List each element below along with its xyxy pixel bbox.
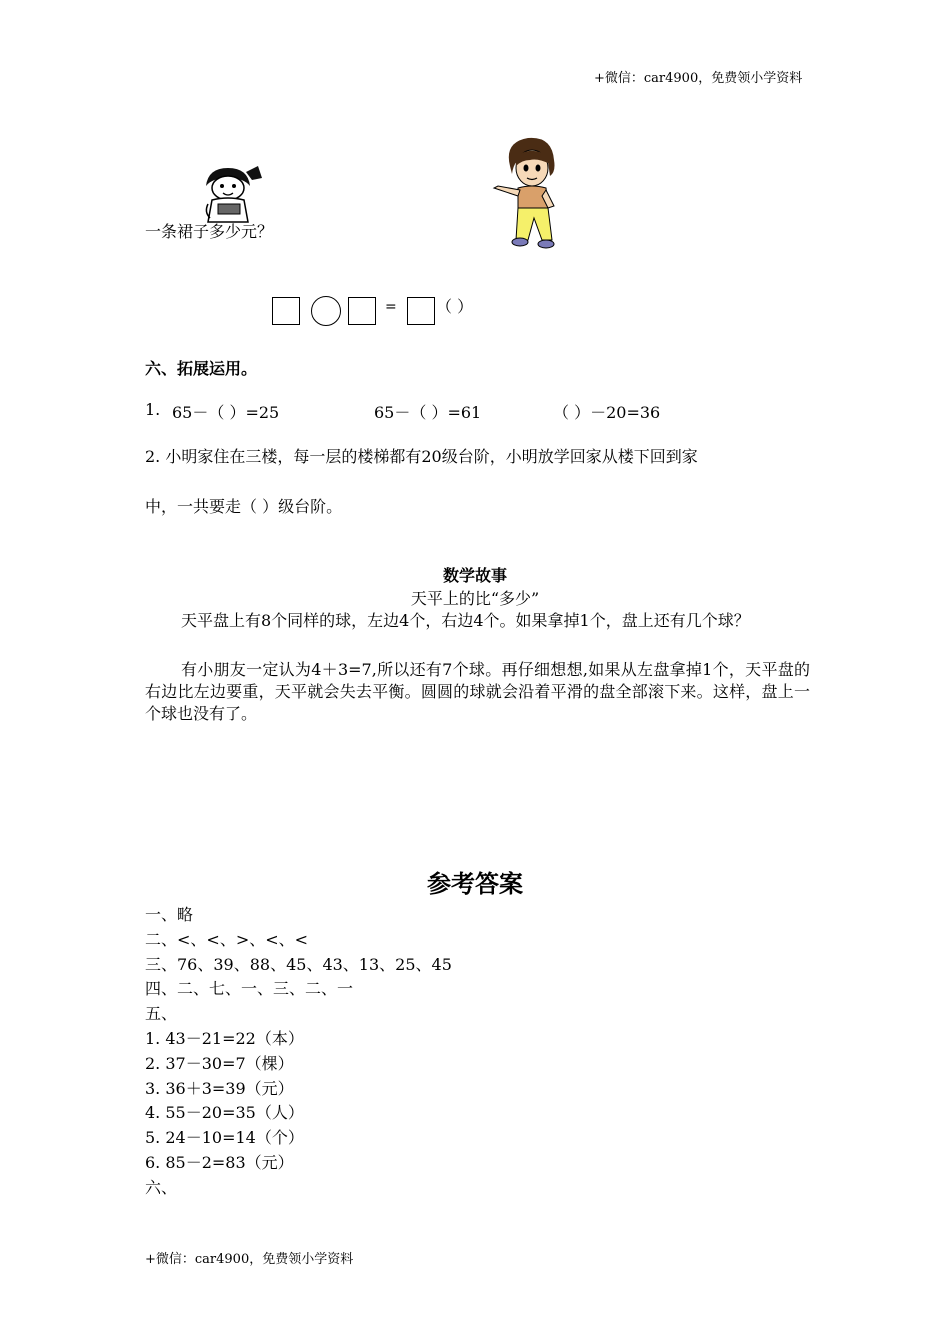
answer-line: 二、<、<、>、<、< bbox=[145, 929, 309, 949]
answer-line: 2. 37－30=7（棵） bbox=[145, 1053, 294, 1073]
answer-line: 五、 bbox=[145, 1004, 178, 1024]
story-paragraph-1: 天平盘上有8个同样的球，左边4个，右边4个。如果拿掉1个，盘上还有几个球？ bbox=[181, 611, 750, 630]
q1-equation-a: 65－（ ）=25 bbox=[172, 403, 280, 422]
q1-equation-c: （ ）－20=36 bbox=[553, 403, 661, 422]
answer-box-1[interactable] bbox=[272, 297, 300, 325]
q2-line-2: 中，一共要走（ ）级台阶。 bbox=[145, 497, 343, 516]
operator-circle[interactable] bbox=[311, 296, 341, 326]
skirt-question: 一条裙子多少元？ bbox=[145, 222, 274, 241]
story-paragraph-2: 有小朋友一定认为4＋3=7,所以还有7个球。再仔细想想,如果从左盘拿掉1个，天平盘的右边比左边要重，天平就会失去平衡。圆圆的球就会沿着平滑的盘全部滚下来。这样，盘上一个球也没有了。 bbox=[145, 660, 810, 723]
answer-line: 5. 24－10=14（个） bbox=[145, 1128, 304, 1148]
story-subtitle: 天平上的比“多少” bbox=[410, 589, 540, 608]
answer-line: 4. 55－20=35（人） bbox=[145, 1103, 304, 1123]
answers-list bbox=[145, 903, 452, 1201]
q2-line-1: 2. 小明家住在三楼，每一层的楼梯都有20级台阶，小明放学回家从楼下回到家 bbox=[145, 447, 698, 466]
answer-box-3[interactable] bbox=[407, 297, 435, 325]
answer-line: 一、略 bbox=[145, 905, 194, 924]
equals-sign: = bbox=[385, 299, 397, 315]
answer-box-2[interactable] bbox=[348, 297, 376, 325]
section-title: 六、拓展运用。 bbox=[145, 359, 258, 378]
answer-line: 3. 36＋3=39（元） bbox=[145, 1078, 294, 1098]
answers-title: 参考答案 bbox=[427, 870, 523, 898]
page-header: +微信：car4900，免费领小学资料 bbox=[594, 71, 803, 86]
q1-equation-b: 65－（ ）=61 bbox=[374, 403, 482, 422]
answer-line: 6. 85－2=83（元） bbox=[145, 1152, 294, 1172]
answer-line: 六、 bbox=[145, 1177, 178, 1197]
q1-number: 1. bbox=[145, 400, 161, 419]
answer-line: 四、二、七、一、三、二、一 bbox=[145, 979, 354, 999]
answer-line: 三、76、39、88、45、43、13、25、45 bbox=[145, 954, 452, 974]
page-footer: +微信：car4900，免费领小学资料 bbox=[145, 1252, 354, 1267]
story-title: 数学故事 bbox=[442, 566, 507, 585]
answer-line: 1. 43－21=22（本） bbox=[145, 1028, 304, 1048]
boy-illustration bbox=[490, 136, 570, 250]
girl-illustration bbox=[196, 164, 268, 224]
unit-parentheses: （ ） bbox=[436, 297, 474, 316]
